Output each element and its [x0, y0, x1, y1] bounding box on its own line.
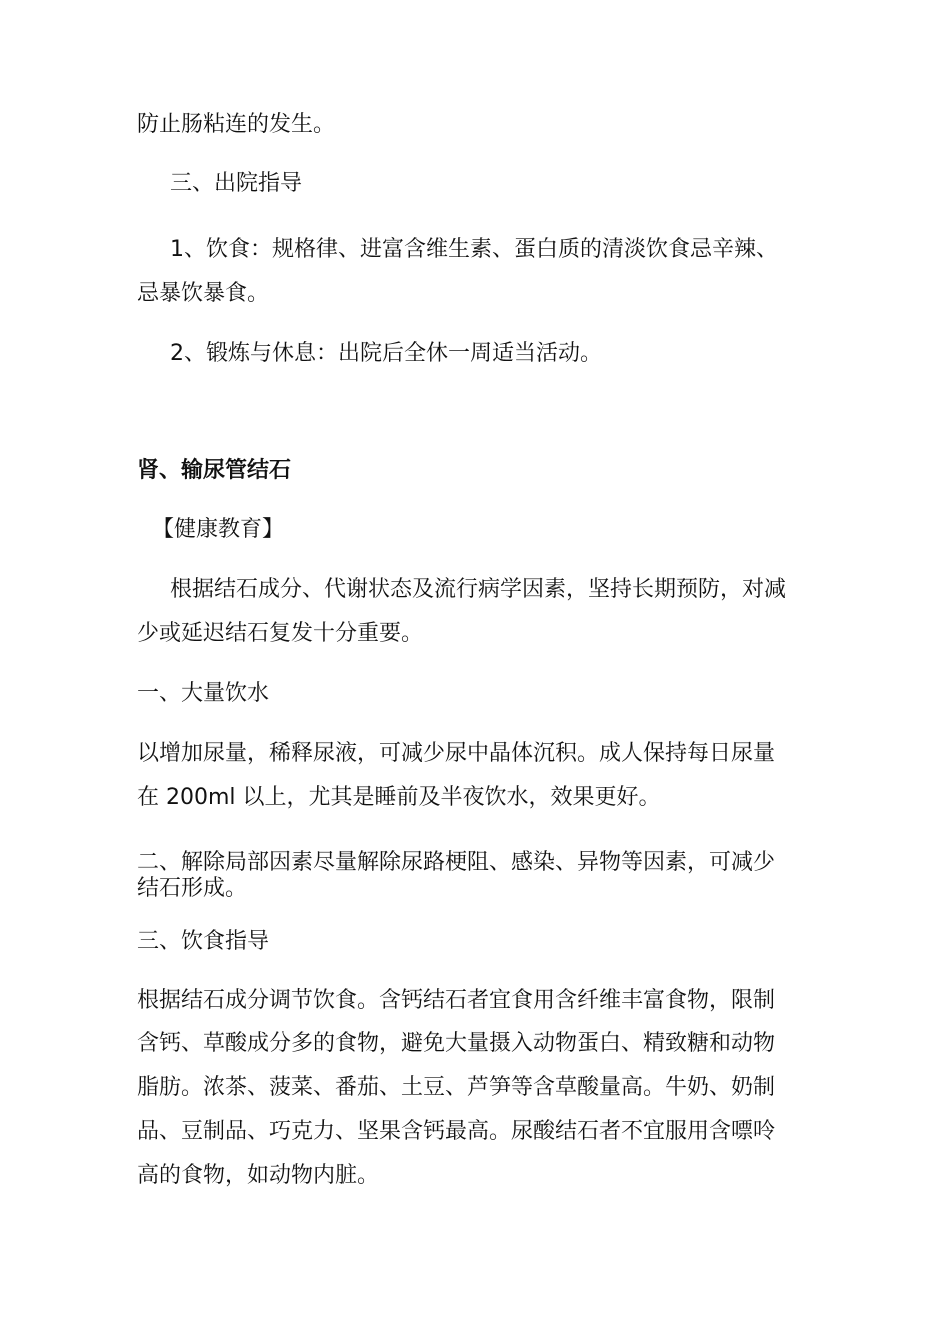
- section-heading: 一、大量饮水: [137, 681, 270, 706]
- paragraph-line: 高的食物，如动物内脏。: [137, 1163, 380, 1188]
- paragraph-line: 以增加尿量，稀释尿液，可减少尿中晶体沉积。成人保持每日尿量: [137, 741, 776, 766]
- section-heading: 二、解除局部因素尽量解除尿路梗阻、感染、异物等因素，可减少: [137, 850, 776, 875]
- document-title: 肾、输尿管结石: [137, 458, 292, 483]
- paragraph-line: 防止肠粘连的发生。: [137, 112, 336, 137]
- section-heading: 三、饮食指导: [137, 929, 270, 954]
- section-label: 【健康教育】: [152, 517, 285, 542]
- paragraph-line: 少或延迟结石复发十分重要。: [137, 621, 424, 646]
- list-item: 2、锻炼与休息：出院后全休一周适当活动。: [170, 341, 602, 366]
- paragraph-line: 含钙、草酸成分多的食物，避免大量摄入动物蛋白、精致糖和动物: [137, 1031, 776, 1056]
- paragraph-line: 结石形成。: [137, 876, 248, 901]
- paragraph-line: 根据结石成分、代谢状态及流行病学因素，坚持长期预防，对减: [170, 577, 787, 602]
- paragraph-line: 脂肪。浓茶、菠菜、番茄、土豆、芦笋等含草酸量高。牛奶、奶制: [137, 1075, 776, 1100]
- paragraph-line: 品、豆制品、巧克力、坚果含钙最高。尿酸结石者不宜服用含嘌呤: [137, 1119, 776, 1144]
- paragraph-line: 在 200ml 以上，尤其是睡前及半夜饮水，效果更好。: [137, 785, 661, 810]
- paragraph-line: 根据结石成分调节饮食。含钙结石者宜食用含纤维丰富食物，限制: [137, 988, 776, 1013]
- section-heading: 三、出院指导: [170, 171, 303, 196]
- list-item: 1、饮食：规格律、进富含维生素、蛋白质的清淡饮食忌辛辣、: [170, 237, 778, 262]
- paragraph-line: 忌暴饮暴食。: [137, 281, 270, 306]
